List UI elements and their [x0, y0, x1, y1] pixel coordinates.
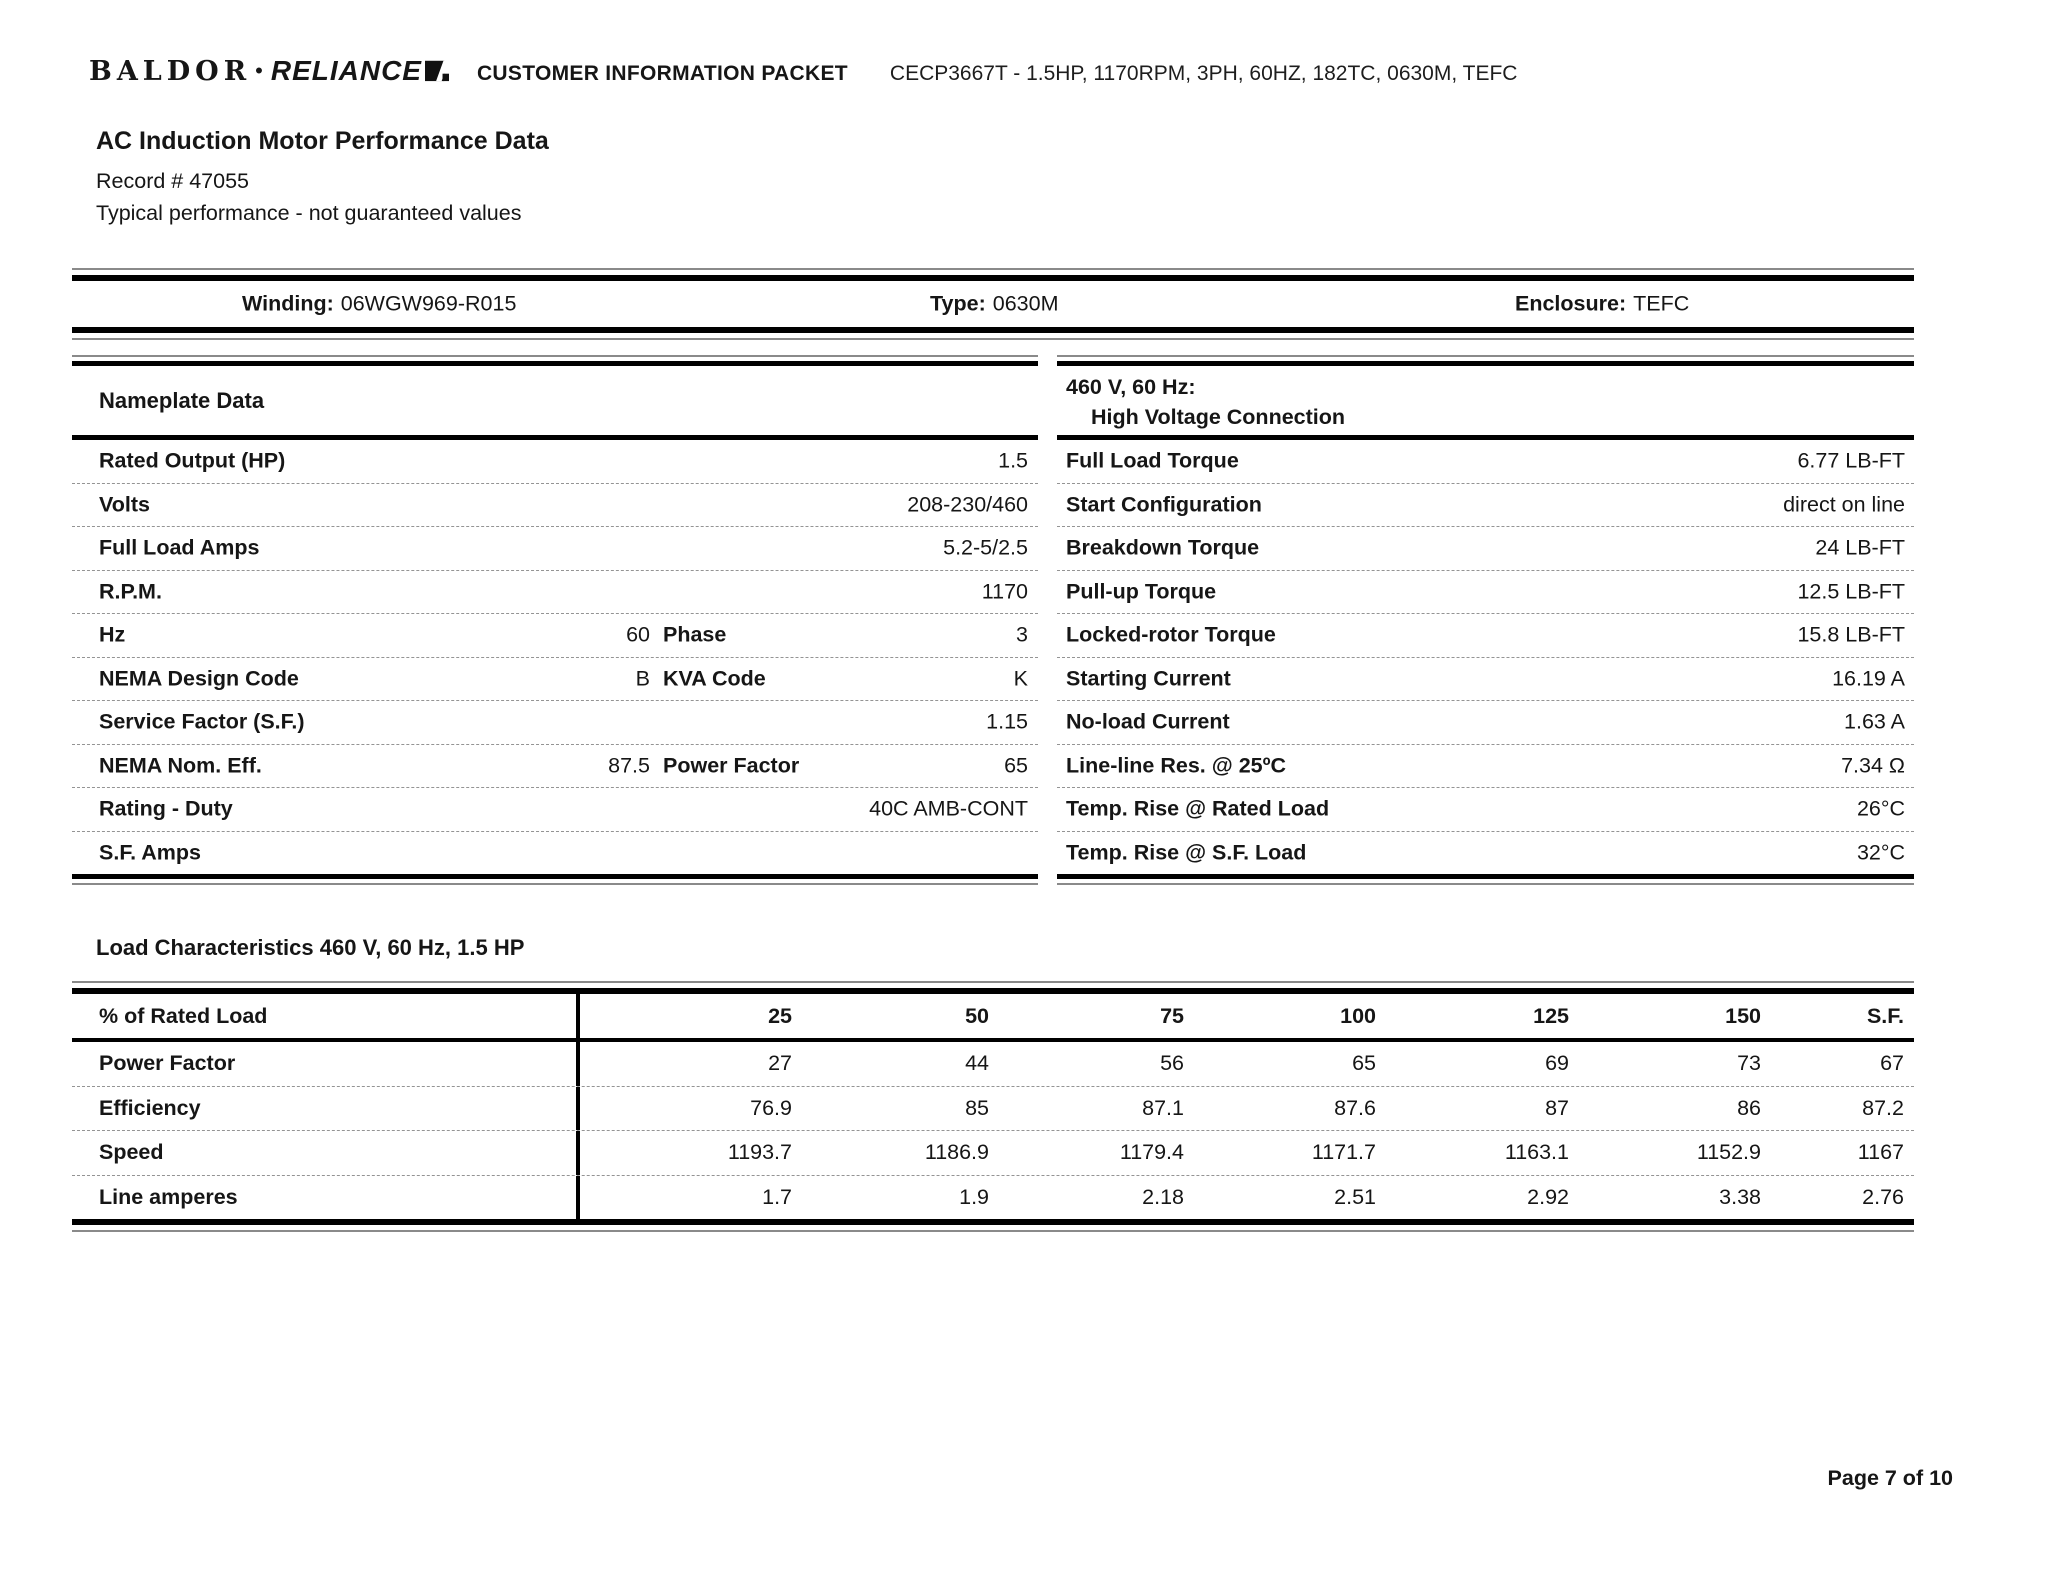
cell-value: 73 — [1737, 1051, 1761, 1076]
high-voltage-heading-line1: 460 V, 60 Hz: — [1066, 375, 1196, 399]
enclosure-field — [1515, 292, 1689, 317]
page-title: AC Induction Motor Performance Data — [96, 127, 549, 155]
cell-value: 2.18 — [1142, 1184, 1184, 1209]
table-row — [1057, 658, 1914, 702]
winding-field — [242, 292, 516, 317]
cell-value: 1.7 — [762, 1184, 792, 1209]
row-label: Service Factor (S.F.) — [99, 709, 305, 734]
row-value: 12.5 LB-FT — [1797, 579, 1905, 604]
winding-type-enclosure-bar — [72, 275, 1914, 333]
row-value: 24 LB-FT — [1815, 535, 1905, 560]
row-label: R.P.M. — [99, 579, 162, 604]
row-value: 26°C — [1856, 796, 1905, 821]
cell-value: 87.2 — [1862, 1095, 1904, 1120]
row-label: Full Load Torque — [1066, 448, 1239, 473]
column-header: 100 — [1340, 1003, 1376, 1028]
load-characteristics-table — [72, 988, 1914, 1225]
table-row — [1057, 745, 1914, 789]
catalog-spec-line: CECP3667T - 1.5HP, 1170RPM, 3PH, 60HZ, 182TC, 0630M, TEFC — [889, 62, 1518, 85]
row-mid-value: 60 — [626, 622, 650, 647]
cell-value: 1193.7 — [727, 1140, 792, 1165]
column-header: 25 — [768, 1003, 792, 1028]
table-row — [72, 527, 1038, 571]
row-label: S.F. Amps — [99, 840, 201, 865]
nameplate-data-table — [72, 361, 1038, 879]
column-header: 150 — [1725, 1003, 1761, 1028]
table-row — [1057, 440, 1914, 484]
cell-value: 27 — [768, 1051, 792, 1076]
nameplate-table-header — [72, 361, 1038, 440]
cell-value: 69 — [1545, 1051, 1569, 1076]
row-value: 6.77 LB-FT — [1797, 448, 1905, 473]
baldor-wordmark: BALDOR — [89, 56, 252, 87]
table-row — [72, 1087, 1914, 1132]
table-row — [1057, 484, 1914, 528]
row-value: 3 — [1016, 622, 1028, 647]
cell-value: 65 — [1352, 1051, 1376, 1076]
row-value: K — [1013, 666, 1028, 691]
column-header: 75 — [1160, 1003, 1184, 1028]
cell-value: 85 — [965, 1095, 989, 1120]
table-row — [72, 745, 1038, 789]
type-label: Type: — [930, 291, 986, 316]
row-value: 208-230/460 — [907, 492, 1028, 517]
row-value: 5.2-5/2.5 — [943, 535, 1028, 560]
cell-value: 1167 — [1857, 1140, 1904, 1165]
row-value: 1.5 — [998, 448, 1028, 473]
cell-value: 2.92 — [1527, 1184, 1569, 1209]
high-voltage-table-header — [1057, 361, 1914, 440]
table-row — [1057, 527, 1914, 571]
winding-value: 06WGW969-R015 — [340, 291, 517, 316]
row-label: Temp. Rise @ Rated Load — [1066, 796, 1330, 821]
table-row — [1057, 788, 1914, 832]
load-table-header-row — [72, 994, 1914, 1042]
row-label: NEMA Design Code — [99, 666, 299, 691]
column-header: S.F. — [1866, 1003, 1904, 1028]
cell-value: 56 — [1160, 1051, 1184, 1076]
row-value: 40C AMB-CONT — [869, 796, 1028, 821]
table-row — [72, 832, 1038, 875]
row-label: NEMA Nom. Eff. — [99, 753, 262, 778]
cell-value: 87.1 — [1142, 1095, 1184, 1120]
table-row — [72, 571, 1038, 615]
logo-dot-separator: • — [255, 58, 263, 83]
baldor-reliance-logo — [89, 55, 449, 87]
row-label: No-load Current — [1066, 709, 1230, 734]
cell-value: 76.9 — [750, 1095, 792, 1120]
row-label: Breakdown Torque — [1066, 535, 1260, 560]
row-mid-label: KVA Code — [663, 666, 766, 691]
nameplate-section — [72, 361, 1914, 879]
table-row — [72, 658, 1038, 702]
cell-value: 87 — [1545, 1095, 1569, 1120]
cell-value: 67 — [1880, 1051, 1904, 1076]
reliance-wordmark: RELIANCE — [270, 55, 422, 86]
row-value: 65 — [1004, 753, 1028, 778]
table-row — [1057, 701, 1914, 745]
reliance-logo-mark-icon — [425, 58, 449, 87]
cell-value: 1152.9 — [1696, 1140, 1761, 1165]
row-label: Efficiency — [72, 1087, 580, 1131]
table-row — [1057, 832, 1914, 875]
row-label: Rating - Duty — [99, 796, 233, 821]
column-header: 125 — [1533, 1003, 1569, 1028]
page-header — [89, 55, 1914, 87]
cell-value: 2.76 — [1862, 1184, 1904, 1209]
table-row — [1057, 614, 1914, 658]
load-characteristics-heading: Load Characteristics 460 V, 60 Hz, 1.5 HP — [96, 935, 525, 960]
column-header: % of Rated Load — [72, 994, 580, 1038]
table-row — [72, 701, 1038, 745]
cell-value: 1.9 — [959, 1184, 989, 1209]
cell-value: 1171.7 — [1311, 1140, 1376, 1165]
performance-note: Typical performance - not guaranteed values — [96, 201, 522, 225]
row-label: Speed — [72, 1131, 580, 1175]
table-row — [72, 614, 1038, 658]
table-row — [72, 440, 1038, 484]
table-row — [72, 1176, 1914, 1220]
high-voltage-table — [1057, 361, 1914, 879]
cell-value: 87.6 — [1334, 1095, 1376, 1120]
enclosure-value: TEFC — [1633, 291, 1690, 316]
row-label: Pull-up Torque — [1066, 579, 1217, 604]
row-value: 1170 — [981, 579, 1028, 604]
row-label: Start Configuration — [1066, 492, 1262, 517]
row-value: 16.19 A — [1832, 666, 1905, 691]
cell-value: 86 — [1737, 1095, 1761, 1120]
cell-value: 2.51 — [1334, 1184, 1376, 1209]
cell-value: 1163.1 — [1504, 1140, 1569, 1165]
type-value: 0630M — [992, 291, 1059, 316]
row-label: Hz — [99, 622, 126, 647]
cell-value: 1179.4 — [1119, 1140, 1184, 1165]
type-field — [930, 292, 1059, 317]
row-label: Full Load Amps — [99, 535, 260, 560]
table-row — [72, 484, 1038, 528]
row-label: Temp. Rise @ S.F. Load — [1066, 840, 1307, 865]
table-row — [72, 1042, 1914, 1087]
document-type-title: CUSTOMER INFORMATION PACKET — [476, 62, 848, 85]
row-mid-label: Phase — [663, 622, 727, 647]
row-mid-value: B — [635, 666, 650, 691]
column-header: 50 — [965, 1003, 989, 1028]
row-label: Rated Output (HP) — [99, 448, 286, 473]
row-label: Starting Current — [1066, 666, 1231, 691]
nameplate-heading: Nameplate Data — [99, 387, 265, 413]
row-label: Power Factor — [72, 1042, 580, 1086]
row-value: 15.8 LB-FT — [1797, 622, 1905, 647]
row-value: 1.15 — [986, 709, 1028, 734]
row-mid-value: 87.5 — [608, 753, 650, 778]
row-label: Volts — [99, 492, 150, 517]
table-row — [1057, 571, 1914, 615]
row-value: 32°C — [1856, 840, 1905, 865]
table-row — [72, 1131, 1914, 1176]
row-mid-label: Power Factor — [663, 753, 800, 778]
row-value: 7.34 Ω — [1841, 753, 1905, 778]
cell-value: 3.38 — [1719, 1184, 1761, 1209]
enclosure-label: Enclosure: — [1515, 291, 1627, 316]
row-value: direct on line — [1783, 492, 1905, 517]
row-label: Line-line Res. @ 25ºC — [1066, 753, 1286, 778]
row-value: 1.63 A — [1844, 709, 1905, 734]
cell-value: 1186.9 — [924, 1140, 989, 1165]
record-number: Record # 47055 — [96, 169, 249, 193]
winding-label: Winding: — [242, 291, 334, 316]
row-label: Line amperes — [72, 1176, 580, 1220]
cell-value: 44 — [965, 1051, 989, 1076]
high-voltage-heading-line2: High Voltage Connection — [1091, 405, 1346, 429]
page-number: Page 7 of 10 — [1827, 1466, 1953, 1490]
row-label: Locked-rotor Torque — [1066, 622, 1276, 647]
table-row — [72, 788, 1038, 832]
title-block — [96, 127, 1914, 229]
